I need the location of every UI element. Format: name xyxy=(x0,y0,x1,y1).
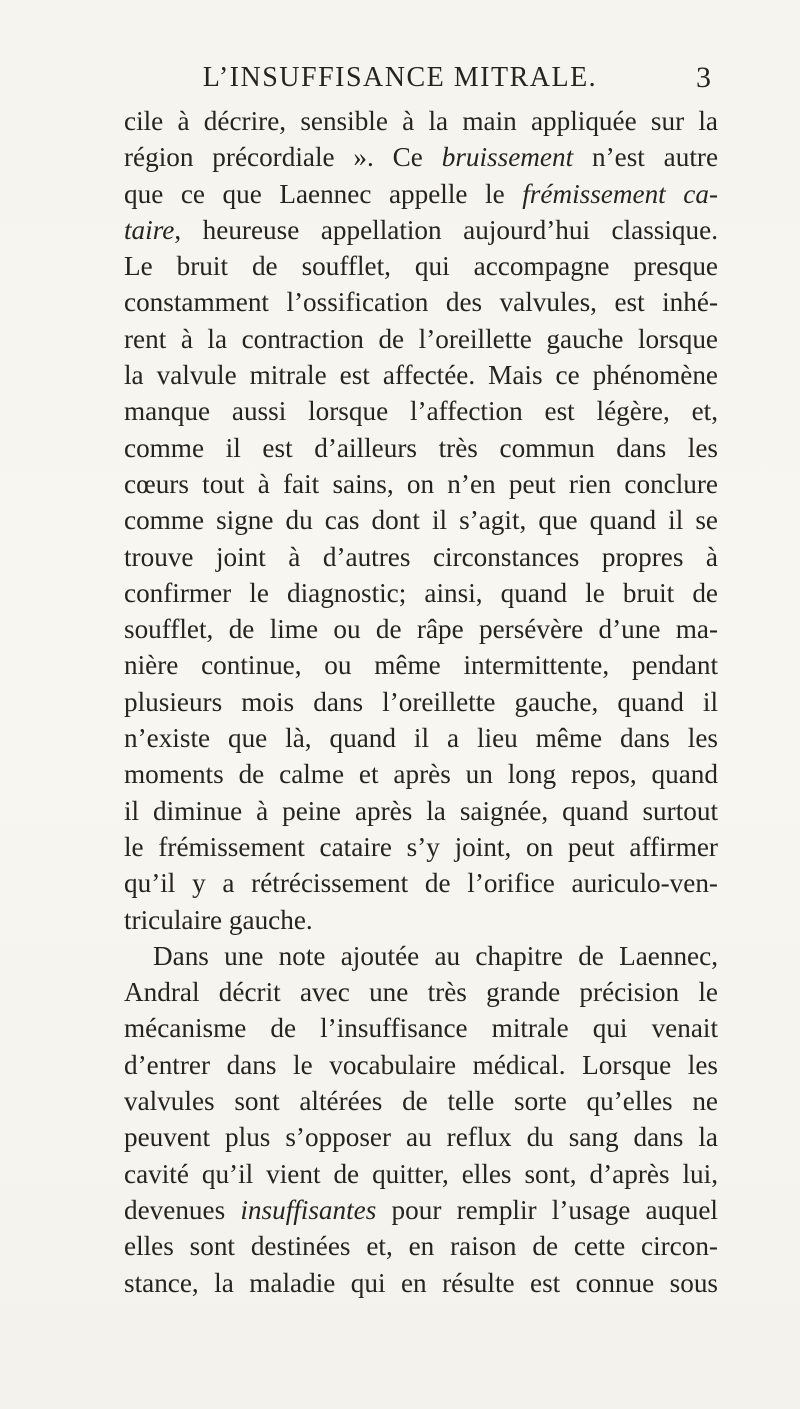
body-text xyxy=(124,103,718,1301)
text-line: trouve joint à d’autres circonstances propres à xyxy=(124,541,718,572)
text-line: cœurs tout à fait sains, on n’en peut rien conclure xyxy=(124,468,718,499)
page-number: 3 xyxy=(696,61,711,94)
text-line: peuvent plus s’opposer au reflux du sang dans la xyxy=(124,1122,718,1153)
text-line: confirmer le diagnostic; ainsi, quand le bruit de xyxy=(124,577,718,608)
text-line: le frémissement cataire s’y joint, on peut affirmer xyxy=(124,831,718,862)
text-line: stance, la maladie qui en résulte est connue sous xyxy=(124,1267,718,1298)
text-line: Andral décrit avec une très grande précision le xyxy=(124,977,718,1008)
text-line: moments de calme et après un long repos, quand xyxy=(124,759,718,790)
text-line: mécanisme de l’insuffisance mitrale qui venait xyxy=(124,1013,718,1044)
text-line: plusieurs mois dans l’oreillette gauche, quand il xyxy=(124,686,718,717)
text-line: qu’il y a rétrécissement de l’orifice auriculo-ven- xyxy=(124,868,718,899)
text-line: taire, heureuse appellation aujourd’hui classique. xyxy=(124,214,718,245)
text-line: comme il est d’ailleurs très commun dans les xyxy=(124,432,718,463)
text-line: rent à la contraction de l’oreillette gauche lorsque xyxy=(124,323,718,354)
text-line: la valvule mitrale est affectée. Mais ce phénomène xyxy=(124,360,718,391)
text-line: cile à décrire, sensible à la main appliquée sur la xyxy=(124,106,718,136)
text-line: d’entrer dans le vocabulaire médical. Lorsque les xyxy=(124,1049,718,1080)
text-line: n’existe que là, quand il a lieu même dans les xyxy=(124,723,718,754)
text-line: comme signe du cas dont il s’agit, que quand il se xyxy=(124,505,718,536)
italic-term: bruissement xyxy=(441,142,574,173)
paragraph-end-line: triculaire gauche. xyxy=(124,904,313,935)
text-line: Le bruit de soufflet, qui accompagne presque xyxy=(124,251,718,282)
italic-term: frémissement ca- xyxy=(522,178,718,209)
text-line: nière continue, ou même intermittente, pendant xyxy=(124,650,718,681)
text-line: devenues insuffisantes pour remplir l’usage auquel xyxy=(124,1194,718,1225)
running-title: L’INSUFFISANCE MITRALE. xyxy=(202,62,598,93)
paragraph-start-line: Dans une note ajoutée au chapitre de Laennec, xyxy=(153,940,718,971)
text-line: constamment l’ossification des valvules, est inhé- xyxy=(124,287,718,318)
running-head xyxy=(0,58,800,98)
italic-term: taire xyxy=(124,214,175,245)
italic-term: insuffisantes xyxy=(240,1194,377,1225)
text-line: que ce que Laennec appelle le frémissement ca- xyxy=(124,178,718,209)
text-line: valvules sont altérées de telle sorte qu’elles ne xyxy=(124,1086,718,1117)
text-line: elles sont destinées et, en raison de cette circon- xyxy=(124,1231,718,1262)
text-line: région précordiale ». Ce bruissement n’est autre xyxy=(124,142,719,173)
text-line: il diminue à peine après la saignée, quand surtout xyxy=(124,795,718,826)
text-line: manque aussi lorsque l’affection est légère, et, xyxy=(124,396,718,427)
text-line: soufflet, de lime ou de râpe persévère d’une ma- xyxy=(124,614,718,645)
text-line: cavité qu’il vient de quitter, elles sont, d’après lui, xyxy=(124,1158,718,1189)
